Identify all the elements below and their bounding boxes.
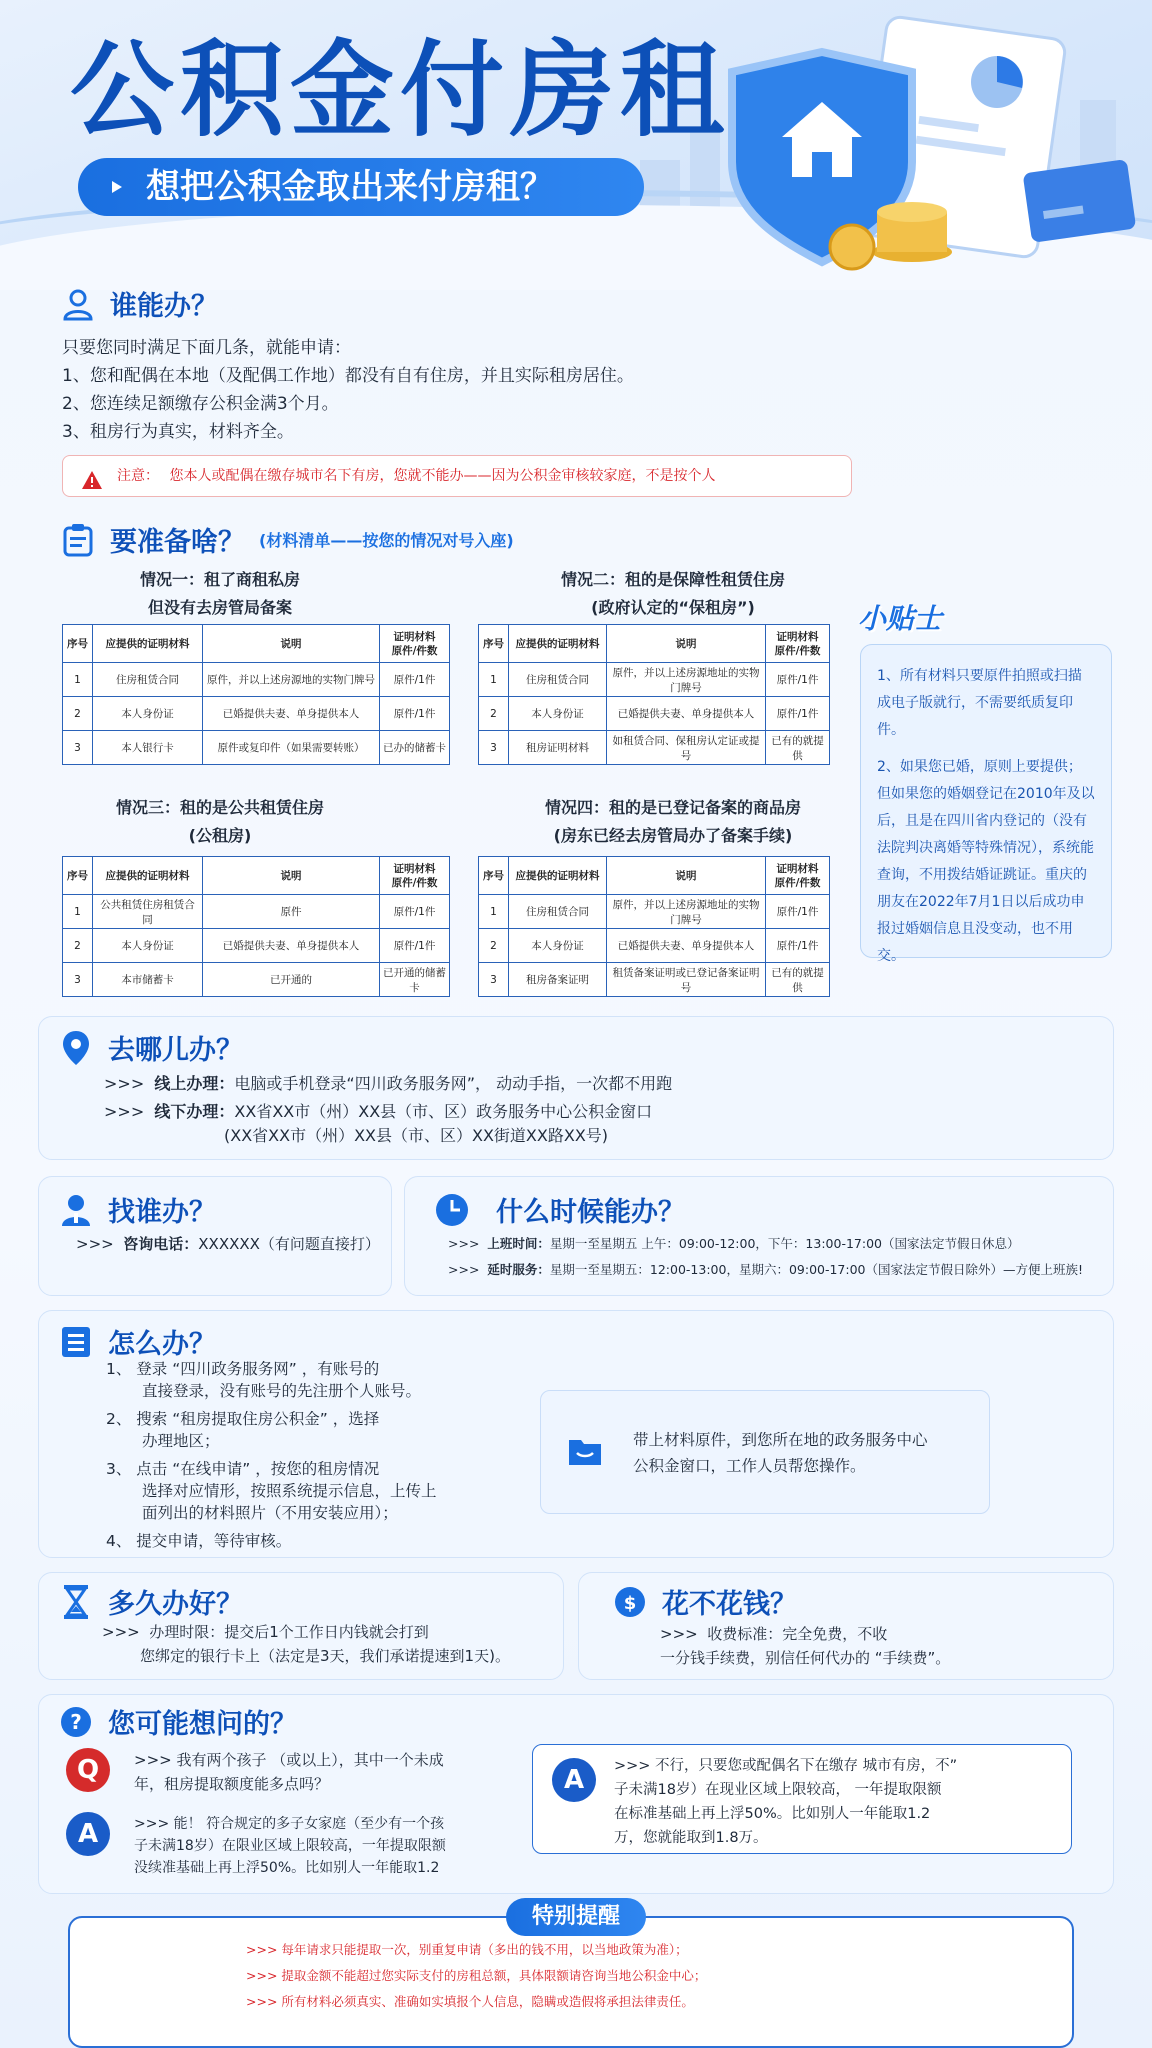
table-row [63, 731, 450, 765]
subtitle-text: 想把公积金取出来付房租？ [146, 167, 554, 207]
tips-box [860, 644, 1112, 964]
reminder-line-3: >>> 所有材料必须真实、准确如实填报个人信息，隐瞒或造假将承担法律责任。 [246, 1994, 694, 2009]
case-1-title [60, 566, 380, 622]
cell: 已婚提供夫妻、单身提供本人 [607, 697, 766, 731]
case-3-title-line2: (公租房) [188, 826, 252, 845]
where-title-text: 去哪儿办？ [108, 1035, 243, 1066]
whom-phone: >>> 咨询电话：XXXXXX（有问题直接打） [76, 1235, 380, 1253]
faq-a-line3: 没续准基础上再上浮50%。比如别人一年能取1.2 [134, 1860, 440, 1876]
cell: 已婚提供夫妻、单身提供本人 [203, 697, 380, 731]
cell: 租赁备案证明或已登记备案证明号 [607, 963, 766, 997]
section-who-title [60, 284, 218, 323]
how-steps [106, 1358, 437, 1552]
cell: 已有的就提供 [766, 731, 830, 765]
case-1-title-line1: 情况一：租了商租私房 [139, 570, 300, 589]
faq-q-line2: 年，租房提取额度能多点吗？ [134, 1775, 330, 1793]
phone-label: 咨询电话： [123, 1235, 199, 1253]
cell: 本人身份证 [509, 929, 607, 963]
cell: 已婚提供夫妻、单身提供本人 [203, 929, 380, 963]
offline-label: 线下办理： [154, 1102, 235, 1121]
cost-line2: 一分钱手续费，别信任何代办的 “手续费”。 [660, 1649, 951, 1667]
cell: 已婚提供夫妻、单身提供本人 [607, 929, 766, 963]
special-reminder-tag: 特别提醒 [506, 1898, 646, 1936]
header-cell: 序号 [479, 857, 509, 895]
extended-label: 延时服务： [487, 1262, 550, 1277]
cell: 本人身份证 [93, 929, 203, 963]
svg-text:$: $ [623, 1592, 637, 1614]
table-row [63, 663, 450, 697]
how-title-text: 怎么办？ [108, 1329, 216, 1360]
table-row [479, 663, 830, 697]
case-2-title-line2: (政府认定的“保租房”) [591, 598, 755, 617]
hourglass-icon [58, 1584, 94, 1620]
step-2-line2: 办理地区； [142, 1432, 220, 1450]
cell: 原件 [203, 895, 380, 929]
cell: 原件，并以上述房源地址的实物门牌号 [607, 895, 766, 929]
whom-title-text: 找谁办？ [108, 1197, 216, 1228]
table-row [63, 895, 450, 929]
cell: 2 [479, 929, 509, 963]
where-offline-address: (XX省XX市（州）XX县（市、区）XX街道XX路XX号) [224, 1126, 609, 1145]
cell: 2 [63, 697, 93, 731]
offline-help-text [633, 1427, 928, 1479]
cell: 原件/1件 [766, 895, 830, 929]
step-3-line1: 3、 点击 “在线申请” ，按您的租房情况 [106, 1460, 380, 1478]
table-header-row [479, 857, 830, 895]
location-pin-icon [58, 1030, 94, 1066]
reminder-line-1: >>> 每年请求只能提取一次，别重复申请（多出的钱不用，以当地政策为准）； [246, 1942, 688, 1957]
header-cell: 序号 [479, 625, 509, 663]
subtitle-pill [78, 158, 644, 216]
when-work-hours: >>> 上班时间：星期一至星期五 上午：09:00-12:00，下午：13:00-17:00（国家法定节假日休息） [448, 1236, 1020, 1251]
case-2-table [478, 624, 830, 765]
table-row [479, 697, 830, 731]
duration-line2: 您绑定的银行卡上（法定是3天，我们承诺提速到1天)。 [140, 1647, 510, 1665]
offline-help-line2: 公积金窗口，工作人员帮您操作。 [633, 1457, 866, 1475]
cell: 本人身份证 [93, 697, 203, 731]
offline-help-box [540, 1390, 990, 1514]
warning-note [62, 455, 852, 497]
note-label: 注意： [117, 468, 159, 484]
step-2-line1: 2、 搜索 “租房提取住房公积金” ，选择 [106, 1410, 380, 1428]
cell: 原件/1件 [380, 697, 450, 731]
who-title-text: 谁能办？ [110, 291, 218, 322]
case-4-table [478, 856, 830, 997]
cell: 公共租赁住房租赁合同 [93, 895, 203, 929]
section-where-title [58, 1028, 243, 1067]
case-3-table [62, 856, 450, 997]
cell: 如租赁合同、保租房认定证或提号 [607, 731, 766, 765]
header-cell: 说明 [607, 625, 766, 663]
duration-text1: 提交后1个工作日内钱就会打到 [224, 1623, 429, 1641]
who-item-3: 3、租房行为真实，材料齐全。 [62, 422, 294, 442]
header-cell: 应提供的证明材料 [93, 857, 203, 895]
table-row [63, 697, 450, 731]
section-faq-title [58, 1702, 297, 1741]
cell: 1 [63, 663, 93, 697]
folder-icon [567, 1435, 603, 1471]
offline-text: XX省XX市（州）XX县（市、区）政务服务中心公积金窗口 [234, 1102, 653, 1121]
header-cell: 说明 [203, 857, 380, 895]
cell: 已有的就提供 [766, 963, 830, 997]
cell: 租房备案证明 [509, 963, 607, 997]
note-text: 您本人或配偶在缴存城市名下有房，您就不能办——因为公积金审核较家庭，不是按个人 [169, 468, 716, 484]
table-header-row [479, 625, 830, 663]
table-row [479, 895, 830, 929]
table-header-row [63, 625, 450, 663]
cell: 原件/1件 [766, 663, 830, 697]
step-3-line2: 选择对应情形，按照系统提示信息，上传上 [142, 1482, 437, 1500]
cell: 住房租赁合同 [93, 663, 203, 697]
faq-q-line1: >>> 我有两个孩子 （或以上），其中一个未成 [134, 1751, 444, 1769]
answer-badge-2: A [552, 1758, 596, 1802]
play-arrow-icon [112, 181, 122, 193]
cell: 原件或复印件（如果需要转账） [203, 731, 380, 765]
cell: 原件/1件 [766, 697, 830, 731]
case-3-title [60, 794, 380, 850]
header-cell: 应提供的证明材料 [509, 857, 607, 895]
work-hours-text: 星期一至星期五 上午：09:00-12:00，下午：13:00-17:00（国家法定节假日休息） [549, 1236, 1020, 1251]
cell: 2 [63, 929, 93, 963]
header-cell: 说明 [203, 625, 380, 663]
cost-title-text: 花不花钱？ [662, 1589, 797, 1620]
cell: 已办的储蓄卡 [380, 731, 450, 765]
cell: 1 [479, 895, 509, 929]
cost-line1: >>> 收费标准：完全免费，不收 [660, 1625, 888, 1643]
faq-b-line2: 子未满18岁）在现业区域上限较高， 一年提取限额 [614, 1782, 942, 1798]
faq-title-text: 您可能想问的？ [108, 1709, 297, 1740]
when-title-text: 什么时候能办？ [496, 1197, 685, 1228]
cell: 1 [63, 895, 93, 929]
header-cell: 证明材料 原件/件数 [380, 625, 450, 663]
cell: 已开通的 [203, 963, 380, 997]
step-4-line1: 4、 提交申请，等待审核。 [106, 1532, 292, 1550]
faq-a-line1: >>> 能！ 符合规定的多子女家庭（至少有一个孩 [134, 1816, 445, 1832]
case-4-title [478, 794, 868, 850]
offline-help-line1: 带上材料原件，到您所在地的政务服务中心 [633, 1431, 928, 1449]
money-bag-icon [612, 1584, 648, 1620]
section-how-title [58, 1322, 216, 1361]
case-2-title-line1: 情况二：租的是保障性租赁住房 [560, 570, 785, 589]
cell: 住房租赁合同 [509, 895, 607, 929]
reminder-line-2: >>> 提取金额不能超过您实际支付的房租总额，具体限额请咨询当地公积金中心； [246, 1968, 707, 1983]
section-when-title [434, 1190, 685, 1229]
table-row [63, 963, 450, 997]
who-intro: 只要您同时满足下面几条，就能申请： [62, 338, 351, 358]
cell: 本人身份证 [509, 697, 607, 731]
cell: 原件/1件 [380, 895, 450, 929]
cell: 原件，并以上述房源地址的实物门牌号 [607, 663, 766, 697]
phone-text: XXXXXX（有问题直接打） [198, 1235, 380, 1253]
header-cell: 序号 [63, 857, 93, 895]
faq-b-line1: >>> 不行，只要您或配偶名下在缴存 城市有房，不” [614, 1758, 958, 1774]
question-icon [58, 1704, 94, 1740]
cell: 原件/1件 [380, 929, 450, 963]
step-1-line2: 直接登录，没有账号的先注册个人账号。 [142, 1382, 422, 1400]
page-title: 公积金付房租 [70, 29, 731, 151]
section-prepare-title [60, 520, 514, 559]
header-cell: 序号 [63, 625, 93, 663]
step-1-line1: 1、 登录 “四川政务服务网” ，有账号的 [106, 1360, 380, 1378]
online-text: 电脑或手机登录“四川政务服务网”， 动动手指，一次都不用跑 [234, 1074, 673, 1093]
who-item-2: 2、您连续足额缴存公积金满3个月。 [62, 394, 339, 414]
who-item-1: 1、您和配偶在本地（及配偶工作地）都没有自有住房，并且实际租房居住。 [62, 366, 634, 386]
header-cell: 说明 [607, 857, 766, 895]
where-online: >>> 线上办理：电脑或手机登录“四川政务服务网”， 动动手指，一次都不用跑 [104, 1074, 673, 1093]
cell: 已开通的储蓄卡 [380, 963, 450, 997]
tip-2: 2、如果您已婚，原则上要提供；但如果您的婚姻登记在2010年及以后，且是在四川省内登记的（没有法院判决离婚等特殊情况），系统能查询，不用拨结婚证跳证。重庆的朋友在2022年7月1日以后成功申报过婚姻信息且没变动，也不用交。 [877, 759, 1095, 964]
service-person-icon [58, 1192, 94, 1228]
question-badge: Q [66, 1748, 110, 1792]
duration-title-text: 多久办好？ [108, 1589, 243, 1620]
table-row [479, 929, 830, 963]
tip-1: 1、所有材料只要原件拍照或扫描成电子版就行，不需要纸质复印件。 [877, 668, 1082, 738]
section-whom-title [58, 1190, 216, 1229]
work-hours-label: 上班时间： [487, 1236, 550, 1251]
cell: 本市储蓄卡 [93, 963, 203, 997]
header-cell: 证明材料 原件/件数 [766, 625, 830, 663]
cell: 3 [63, 963, 93, 997]
prepare-hint: (材料清单——按您的情况对号入座) [259, 531, 514, 550]
cell: 3 [479, 963, 509, 997]
header-cell: 证明材料 原件/件数 [380, 857, 450, 895]
when-extended: >>> 延时服务：星期一至星期五：12:00-13:00，星期六：09:00-17:00（国家法定节假日除外）—方便上班族! [448, 1262, 1084, 1277]
case-1-title-line2: 但没有去房管局备案 [147, 598, 292, 617]
duration-label: 办理时限： [149, 1623, 225, 1641]
case-3-title-line1: 情况三：租的是公共租赁住房 [115, 798, 324, 817]
cell: 2 [479, 697, 509, 731]
tips-label: 小贴士 [858, 602, 943, 635]
cell: 1 [479, 663, 509, 697]
case-4-title-line2: (房东已经去房管局办了备案手续) [553, 826, 793, 845]
cell: 原件/1件 [380, 663, 450, 697]
table-row [479, 731, 830, 765]
list-icon [58, 1324, 94, 1360]
shield-house-illustration [712, 12, 1142, 282]
cell: 原件/1件 [766, 929, 830, 963]
clipboard-icon [60, 522, 96, 558]
faq-b-line4: 万，您就能取到1.8万。 [614, 1830, 768, 1846]
prepare-title-text: 要准备啥？ [110, 527, 245, 558]
svg-text:?: ? [70, 1709, 82, 1734]
section-cost-title [612, 1582, 797, 1621]
warning-icon [81, 466, 103, 506]
cell: 本人银行卡 [93, 731, 203, 765]
cell: 住房租赁合同 [509, 663, 607, 697]
case-4-title-line1: 情况四：租的是已登记备案的商品房 [544, 798, 801, 817]
where-offline: >>> 线下办理：XX省XX市（州）XX县（市、区）政务服务中心公积金窗口 [104, 1102, 653, 1121]
header-cell: 证明材料 原件/件数 [766, 857, 830, 895]
answer-badge: A [66, 1812, 110, 1856]
header-cell: 应提供的证明材料 [93, 625, 203, 663]
person-icon [60, 286, 96, 322]
step-3-line3: 面列出的材料照片（不用安装应用）； [142, 1504, 398, 1522]
cell: 原件，并以上述房源地的实物门牌号 [203, 663, 380, 697]
cell: 3 [63, 731, 93, 765]
faq-a-line2: 子未满18岁）在限业区域上限较高，一年提取限额 [134, 1838, 446, 1854]
online-label: 线上办理： [154, 1074, 235, 1093]
table-row [63, 929, 450, 963]
cell: 租房证明材料 [509, 731, 607, 765]
duration-line1: >>> 办理时限：提交后1个工作日内钱就会打到 [102, 1623, 429, 1641]
cost-text1: 收费标准：完全免费，不收 [707, 1625, 888, 1643]
faq-b-line3: 在标准基础上再上浮50%。比如别人一年能取1.2 [614, 1806, 931, 1822]
table-header-row [63, 857, 450, 895]
cell: 3 [479, 731, 509, 765]
extended-text: 星期一至星期五：12:00-13:00，星期六：09:00-17:00（国家法定节假日除外）—方便上班族! [549, 1262, 1084, 1277]
case-1-table [62, 624, 450, 765]
table-row [479, 963, 830, 997]
clock-icon [434, 1192, 470, 1228]
section-duration-title [58, 1582, 243, 1621]
case-2-title [478, 566, 868, 622]
header-cell: 应提供的证明材料 [509, 625, 607, 663]
